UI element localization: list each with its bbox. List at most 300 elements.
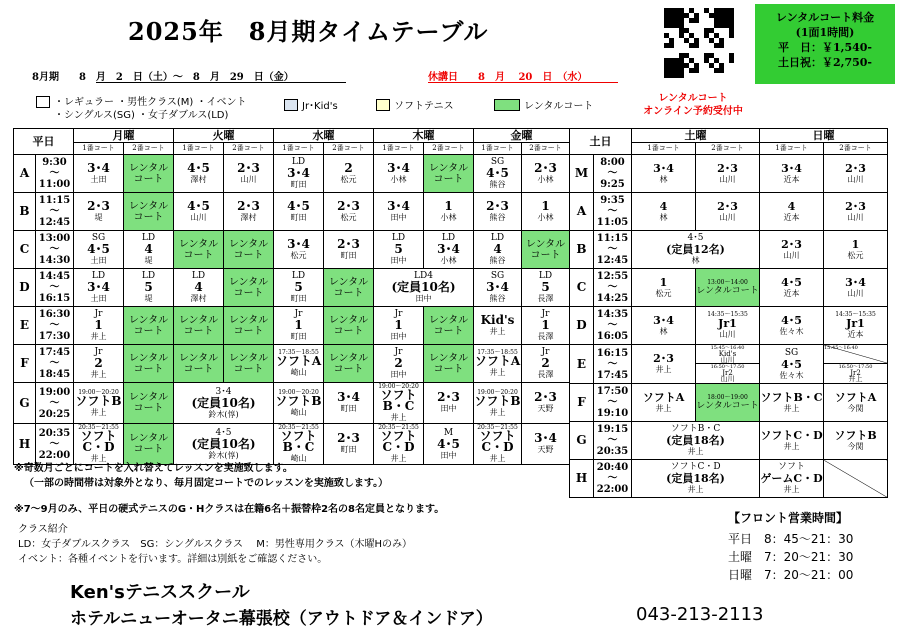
cell-line: 山川 (190, 212, 207, 222)
rental-court-cell[interactable] (174, 307, 224, 345)
legend-white-swatch (36, 96, 50, 108)
class-cell (324, 383, 374, 424)
cell-line: 佐々木 (779, 370, 804, 380)
cell-line: コート (133, 363, 164, 375)
rental-price-weekend: 土日祝：￥2,750- (777, 56, 872, 69)
cell-line: 山川 (783, 250, 800, 260)
time-range: 14:35～15:35 (707, 311, 748, 318)
online-line2: オンライン予約受付中 (643, 106, 743, 117)
cell-line: コート (530, 249, 561, 261)
period-label: D (570, 307, 594, 345)
class-cell (474, 383, 522, 424)
phone-number[interactable]: 043-213-2113 (636, 604, 764, 625)
cell-line: 3･4 (287, 236, 310, 251)
class-cell (274, 269, 324, 307)
cell-line: 堤 (144, 256, 153, 265)
cell-line: 田中 (390, 370, 407, 379)
cell-line: 4･5 (437, 436, 460, 451)
notes-block (14, 461, 388, 491)
day-header: 木曜 (374, 129, 474, 143)
rental-court-cell[interactable] (424, 155, 474, 193)
timetable-row (570, 307, 888, 345)
cell-line: 4･5 (87, 242, 110, 256)
cell-line: (定員10名) (391, 280, 456, 294)
cell-line: Jr (294, 309, 303, 319)
cell-line: 井上 (783, 441, 800, 451)
cell-line: コート (233, 287, 264, 299)
time-line: 12:45 (38, 217, 71, 228)
cell-line: SG (91, 233, 106, 243)
rental-court-cell[interactable] (522, 231, 570, 269)
day-header: 火曜 (174, 129, 274, 143)
time-range: 20:35～21:55 (78, 424, 119, 431)
cell-line: 山川 (720, 356, 735, 364)
time-line: ～ (49, 438, 60, 450)
rental-court-cell[interactable] (696, 384, 760, 422)
cell-line: 小林 (440, 256, 457, 265)
cell-line: ソフトA (834, 390, 877, 404)
class-cell (632, 460, 760, 498)
cell-line: 2･3 (653, 352, 674, 365)
cell-line: レンタル (128, 314, 169, 326)
time-range: 15:45～16:40 (824, 345, 858, 351)
cell-line: 2 (394, 356, 403, 370)
rental-court-cell[interactable] (424, 307, 474, 345)
timetable-row (14, 424, 570, 465)
cell-line: 近本 (847, 330, 864, 339)
time-range: 17:35～18:55 (278, 349, 319, 356)
class-cell (324, 424, 374, 465)
day-header: 月曜 (74, 129, 174, 143)
cell-line: 1 (394, 318, 403, 332)
class-cell (632, 345, 696, 384)
cell-line: ソフトB (834, 428, 877, 442)
cell-line: レンタル (128, 352, 169, 364)
class-cell (274, 345, 324, 383)
time-line: 8:00 (600, 157, 625, 168)
rental-price-title: レンタルコート料金 (775, 11, 875, 24)
cell-line: レンタル (228, 352, 269, 364)
cell-line: 4･5 (781, 275, 802, 289)
time-line: ～ (49, 282, 60, 293)
rental-court-cell[interactable] (124, 345, 174, 383)
legend-soft-label: ソフトテニス (394, 101, 454, 112)
class-cell (760, 384, 824, 422)
rental-court-cell[interactable] (424, 345, 474, 383)
class-intro-line1: LD：女子ダブルスクラス SG：シングルスクラス M：男性専用クラス（木曜Hのみ） (18, 539, 413, 550)
cell-line: コート (133, 444, 164, 455)
class-cell (632, 422, 760, 460)
cell-line: ソフトC・D (80, 429, 117, 454)
cell-line: レンタル (328, 314, 369, 326)
class-cell (74, 155, 124, 193)
period-label: D (14, 269, 36, 307)
cell-line: レンタル (428, 352, 469, 364)
cell-line: 鈴木(惇) (208, 409, 239, 419)
rental-price-unit: (1面1時間) (795, 26, 855, 39)
cell-line: Jr2 (850, 369, 861, 377)
timetable-row (14, 193, 570, 231)
cell-line: 林 (659, 212, 668, 222)
cell-line: 井上 (390, 454, 407, 463)
note-1: ※奇数月ごとにコートを入れ替えてレッスンを実施致します。 (14, 463, 293, 474)
class-cell (760, 307, 824, 345)
class-cell (632, 307, 696, 345)
cell-line: 5 (144, 280, 153, 294)
rental-court-cell[interactable] (124, 193, 174, 231)
class-cell (632, 269, 696, 307)
class-cell (522, 307, 570, 345)
rental-court-cell[interactable] (174, 345, 224, 383)
cell-line: LD4 (414, 271, 433, 281)
time-line: 9:35 (600, 195, 625, 206)
cell-line: 16:50～17:50 (710, 364, 745, 370)
cell-line: コート (233, 249, 264, 261)
cell-line: 5 (394, 242, 403, 256)
period-label: C (570, 269, 594, 307)
cell-line: 2･3 (534, 390, 557, 404)
cell-line: 井上 (90, 454, 107, 463)
rental-price-weekday: 平 日：￥1,540- (777, 41, 872, 54)
rental-price-box (755, 4, 895, 84)
period-time (36, 345, 74, 383)
front-hours-title: 【フロント営業時間】 (728, 511, 849, 525)
class-cell (174, 155, 224, 193)
qr-code-icon[interactable] (664, 8, 734, 78)
day-header: 水曜 (274, 129, 374, 143)
court-header: 2番コート (324, 143, 374, 155)
cell-line: 天野 (537, 445, 554, 454)
hours-saturday: 土曜 7：20～21：30 (728, 550, 854, 564)
legend-regular-line1: ・レギュラー ・男性クラス(M) ・イベント (54, 97, 247, 108)
time-line: 17:45 (596, 369, 629, 381)
cell-line: レンタル (525, 238, 566, 250)
cell-line: 町田 (340, 445, 357, 454)
class-cell (424, 424, 474, 465)
legend-green-swatch (494, 99, 520, 111)
time-line: 20:35 (596, 446, 629, 457)
cell-line: 鈴木(惇) (208, 450, 239, 460)
period-label: E (14, 307, 36, 345)
period-time (594, 422, 632, 460)
cell-line: 小林 (390, 174, 407, 184)
court-header: 1番コート (74, 143, 124, 155)
class-cell (174, 383, 274, 424)
rental-court-cell[interactable] (224, 231, 274, 269)
court-header: 1番コート (760, 143, 824, 155)
class-intro-title: クラス紹介 (18, 524, 68, 535)
cell-line: コート (133, 403, 164, 414)
time-line: 22:00 (38, 449, 71, 461)
cell-line: 井上 (687, 447, 704, 456)
rental-court-cell[interactable] (124, 307, 174, 345)
period-time (36, 231, 74, 269)
period-time (594, 384, 632, 422)
class-cell (522, 383, 570, 424)
cell-line: 2･3 (87, 198, 110, 213)
cell-line: 3･4 (87, 160, 110, 175)
cell-line: コート (133, 173, 164, 185)
closed-day-text: 休講日 8 月 20 日 （水） (428, 72, 588, 83)
cell-line: LD (291, 271, 306, 281)
cell-line: レンタル (328, 352, 369, 364)
cell-line: 今関 (847, 441, 864, 451)
rental-court-cell[interactable] (324, 345, 374, 383)
period-label: E (570, 345, 594, 384)
class-cell (696, 155, 760, 193)
class-cell (474, 193, 522, 231)
time-line: 17:45 (38, 347, 71, 358)
cell-line: レンタル (128, 392, 169, 403)
cell-line: 田中 (390, 332, 407, 341)
cell-line: 小林 (537, 174, 554, 184)
cell-line: 1 (541, 198, 550, 213)
cell-line: コート (433, 173, 464, 185)
cell-line: 2･3 (845, 161, 866, 175)
court-header: 2番コート (224, 143, 274, 155)
cell-line: LD (141, 271, 156, 281)
cell-line: LD (191, 271, 206, 281)
cell-line: 林 (691, 256, 700, 265)
class-cell (274, 424, 324, 465)
cell-line: 2･3 (486, 198, 509, 213)
cell-line: ソフトB・C (280, 429, 317, 454)
legend-soft (376, 97, 454, 112)
time-line: 18:45 (38, 369, 71, 380)
cell-line: 井上 (390, 413, 407, 422)
rental-court-cell[interactable] (174, 231, 224, 269)
cell-line: ソフトC・D (380, 429, 417, 454)
cell-line: 4･5 (187, 160, 210, 175)
time-line: 20:25 (38, 408, 71, 420)
cell-line: SG (784, 347, 799, 358)
class-cell (124, 269, 174, 307)
timetable-row (14, 155, 570, 193)
split-cell (824, 345, 888, 384)
rental-court-cell[interactable] (324, 269, 374, 307)
cell-line: 町田 (290, 180, 307, 189)
cell-line: コート (333, 363, 364, 375)
cell-line: 井上 (489, 454, 506, 463)
class-cell (424, 231, 474, 269)
time-line: ～ (49, 168, 60, 179)
cell-line: 町田 (290, 332, 307, 341)
time-range: 19:00～20:20 (78, 388, 119, 396)
class-cell (474, 155, 522, 193)
cell-line: 井上 (489, 326, 506, 336)
class-cell (74, 383, 124, 424)
note-3: ※7～9月のみ、平日の硬式テニスのG・Hクラスは在籍6名＋振替枠2名の8名定員となります。 (14, 504, 445, 515)
cell-line: 井上 (783, 403, 800, 413)
online-booking-notice[interactable] (618, 92, 768, 118)
cell-line: 土田 (90, 294, 107, 303)
cell-line: 4 (194, 280, 203, 294)
timetable-row (570, 193, 888, 231)
day-header: 土曜 (632, 129, 760, 143)
cell-line: 井上 (90, 332, 107, 341)
time-line: 20:40 (596, 462, 629, 473)
time-line: ～ (49, 358, 60, 369)
rental-court-cell[interactable] (224, 269, 274, 307)
time-line: ～ (607, 320, 618, 331)
time-line: 13:00 (38, 233, 71, 244)
court-header: 2番コート (424, 143, 474, 155)
class-cell (174, 424, 274, 465)
class-cell (324, 193, 374, 231)
class-cell (474, 424, 522, 465)
cell-line: ソフトA (275, 354, 322, 368)
court-header: 1番コート (374, 143, 424, 155)
period-text: 8月期 8 月 2 日（土）～ 8 月 29 日（金） (32, 72, 294, 83)
time-line: 16:30 (38, 309, 71, 320)
weekend-corner: 土日 (570, 129, 632, 155)
cell-line: ソフトB・C (670, 424, 721, 434)
timetable-row (570, 269, 888, 307)
legend-regular-line2: ・シングルス(SG) ・女子ダブルス(LD) (54, 110, 229, 121)
cell-line: 3･4 (845, 275, 866, 289)
time-line: ～ (49, 320, 60, 331)
time-range: 14:35～15:35 (835, 311, 876, 318)
cell-line: レンタル (128, 433, 169, 444)
timetable-row (570, 345, 888, 384)
class-cell (274, 307, 324, 345)
class-cell (760, 460, 824, 498)
rental-court-cell[interactable] (224, 345, 274, 383)
timetable-row (14, 307, 570, 345)
cell-line: 松元 (655, 288, 672, 298)
legend-yellow-swatch (376, 99, 390, 111)
time-line: 14:45 (38, 271, 71, 282)
closed-underline (428, 82, 618, 83)
period-time (594, 231, 632, 269)
class-cell (274, 383, 324, 424)
class-cell (74, 193, 124, 231)
class-cell (760, 269, 824, 307)
hours-sunday: 日曜 7：20～21：00 (728, 568, 854, 582)
time-line: 17:30 (38, 331, 71, 342)
hours-weekday: 平日 8：45～21：30 (728, 532, 854, 546)
cell-line: 林 (659, 174, 668, 184)
cell-line: 山川 (719, 330, 736, 339)
cell-line: LD (391, 233, 406, 243)
time-line: ～ (607, 435, 618, 446)
class-cell (696, 193, 760, 231)
period-time (36, 155, 74, 193)
cell-line: ゲームC・D (760, 472, 823, 485)
time-line: ～ (607, 358, 618, 370)
cell-line: 松元 (847, 250, 864, 260)
period-time (36, 424, 74, 465)
cell-line: 16:50～17:50 (838, 364, 873, 370)
cell-line: 2･3 (781, 237, 802, 251)
period-time (594, 269, 632, 307)
time-line: 12:45 (596, 255, 629, 266)
class-cell (174, 193, 224, 231)
cell-line: 1 (294, 318, 303, 332)
cell-line: ソフトA (474, 354, 521, 368)
cell-line: SG (490, 271, 505, 281)
cell-line: 4 (144, 242, 153, 256)
legend-rental-label: レンタルコート (524, 101, 594, 112)
class-cell (632, 384, 696, 422)
timetable-row (14, 269, 570, 307)
cell-line: LD (91, 271, 106, 281)
cell-line: 小林 (440, 212, 457, 222)
rental-court-cell[interactable] (696, 269, 760, 307)
cell-line: 熊谷 (489, 212, 506, 222)
cell-line: 山川 (847, 174, 864, 184)
cell-line: 井上 (783, 485, 800, 494)
cell-line: (定員18名) (666, 472, 725, 485)
rental-court-cell[interactable] (124, 424, 174, 465)
class-cell (74, 269, 124, 307)
weekend-timetable (569, 128, 888, 498)
cell-line: レンタル (128, 162, 169, 174)
time-line: 19:15 (596, 424, 629, 435)
cell-line: Jr1 (846, 317, 865, 330)
cell-line: 田中 (440, 404, 457, 413)
class-cell (74, 231, 124, 269)
class-cell (760, 345, 824, 384)
time-range: 20:35～21:55 (477, 424, 518, 431)
period-label: H (570, 460, 594, 498)
time-line: ～ (607, 397, 618, 408)
cell-line: 4 (659, 199, 668, 213)
cell-line: 2･3 (237, 198, 260, 213)
rental-court-cell[interactable] (324, 307, 374, 345)
cell-line: ソフトA (642, 390, 685, 404)
cell-line: 井上 (848, 375, 863, 383)
rental-court-cell[interactable] (224, 307, 274, 345)
cell-line: Jr (94, 309, 103, 319)
time-line: 22:00 (596, 484, 629, 495)
cell-line: 1 (659, 275, 668, 289)
page-title: 2025年 8月期タイムテーブル (128, 17, 489, 46)
cell-line: 今関 (847, 403, 864, 413)
cell-line: 澤村 (190, 294, 207, 303)
cell-line: 松元 (340, 212, 357, 222)
weekday-timetable (13, 128, 570, 465)
time-line: 14:35 (596, 309, 629, 320)
period-label: C (14, 231, 36, 269)
cell-line: コート (183, 363, 214, 375)
timetable-row (570, 231, 888, 269)
cell-line: 井上 (489, 368, 506, 377)
cell-line: 2･3 (534, 160, 557, 175)
class-cell (374, 307, 424, 345)
cell-line: 3･4 (437, 242, 460, 256)
cell-line: (定員12名) (666, 243, 725, 256)
cell-line: コート (183, 325, 214, 337)
class-cell (374, 193, 424, 231)
rental-court-cell[interactable] (124, 383, 174, 424)
cell-line: 4･5 (215, 427, 232, 438)
cell-line: 2 (94, 356, 103, 370)
time-line: 17:50 (596, 386, 629, 397)
cell-line: 3･4 (653, 313, 674, 327)
cell-line: レンタル (128, 200, 169, 212)
time-range: 18:00～19:00 (707, 393, 748, 401)
class-cell (760, 422, 824, 460)
court-header: 1番コート (632, 143, 696, 155)
legend-kids-label: Jr･Kid's (302, 101, 338, 112)
class-cell (824, 155, 888, 193)
cell-line: 土田 (90, 256, 107, 265)
cell-line: ソフトB (75, 393, 122, 408)
rental-court-cell[interactable] (124, 155, 174, 193)
time-line: 11:15 (596, 233, 629, 244)
court-header: 1番コート (474, 143, 522, 155)
